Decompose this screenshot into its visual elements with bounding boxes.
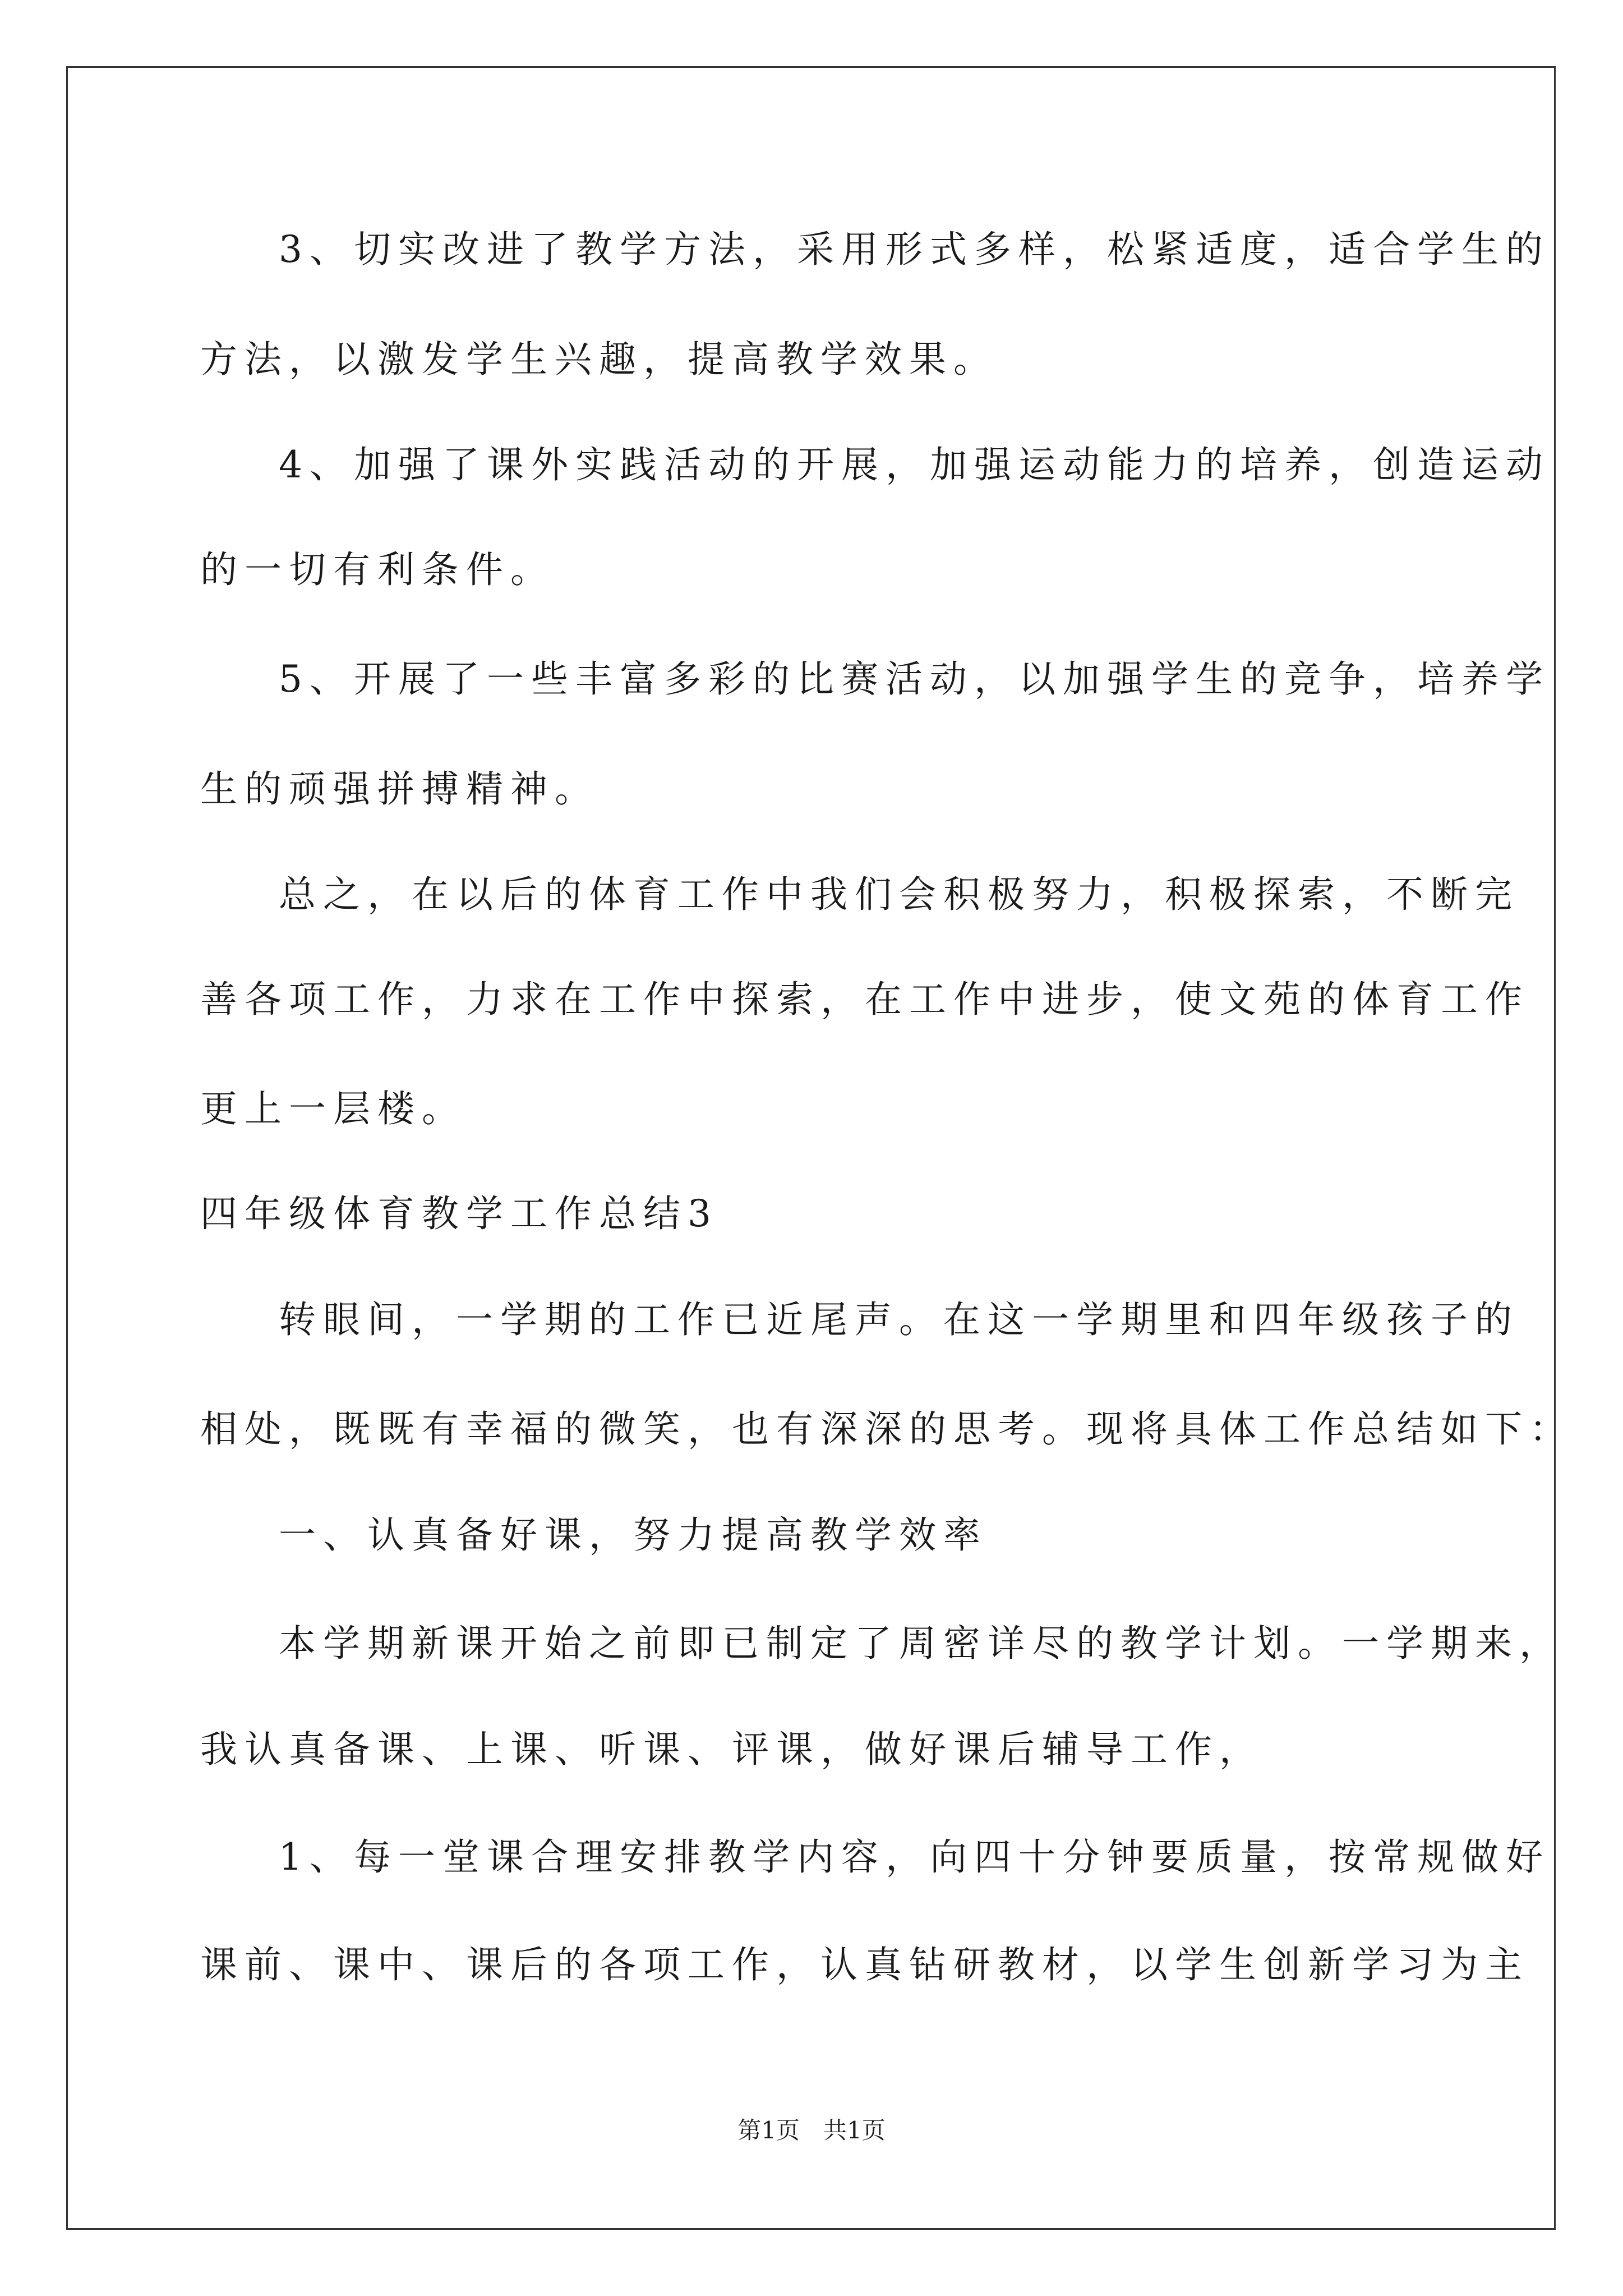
text-line-4: 的一切有利条件。 <box>200 548 555 591</box>
section-heading: 四年级体育教学工作总结3 <box>200 1192 718 1235</box>
page-border <box>66 66 1556 2230</box>
page-footer: 第1页 共1页 <box>737 2116 886 2144</box>
text-line-6: 生的顽强拼搏精神。 <box>200 767 599 811</box>
text-line-1: 3、切实改进了教学方法，采用形式多样，松紧适度，适合学生的 <box>279 228 1550 271</box>
text-line-15: 我认真备课、上课、听课、评课，做好课后辅导工作， <box>200 1728 1264 1771</box>
text-line-12: 相处，既既有幸福的微笑，也有深深的思考。现将具体工作总结如下： <box>200 1407 1574 1451</box>
text-line-17: 课前、课中、课后的各项工作，认真钻研教材，以学生创新学习为主 <box>200 1943 1529 1986</box>
text-line-14: 本学期新课开始之前即已制定了周密详尽的教学计划。一学期来， <box>279 1622 1564 1665</box>
text-line-7: 总之，在以后的体育工作中我们会积极努力，积极探索，不断完 <box>279 873 1519 916</box>
text-line-8: 善各项工作，力求在工作中探索，在工作中进步，使文苑的体育工作 <box>200 978 1529 1021</box>
text-line-5: 5、开展了一些丰富多彩的比赛活动，以加强学生的竞争，培养学 <box>279 657 1550 701</box>
text-line-3: 4、加强了课外实践活动的开展，加强运动能力的培养，创造运动 <box>279 443 1550 486</box>
text-line-16: 1、每一堂课合理安排教学内容，向四十分钟要质量，按常规做好 <box>279 1835 1550 1879</box>
subheading: 一、认真备好课，努力提高教学效率 <box>279 1513 988 1557</box>
text-line-11: 转眼间，一学期的工作已近尾声。在这一学期里和四年级孩子的 <box>279 1298 1519 1341</box>
text-line-2: 方法，以激发学生兴趣，提高教学效果。 <box>200 338 998 381</box>
text-line-9: 更上一层楼。 <box>200 1087 466 1130</box>
